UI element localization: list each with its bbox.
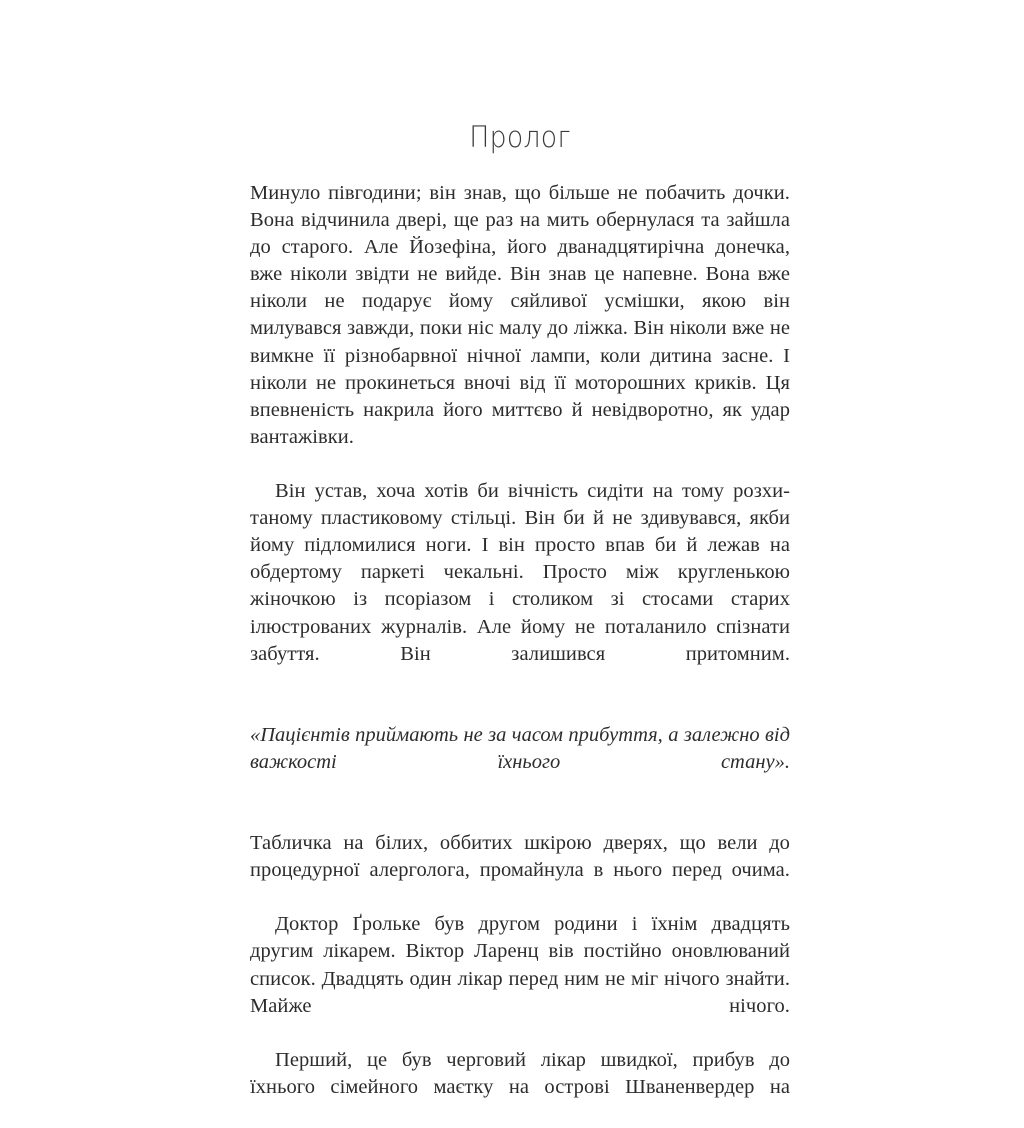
paragraph-3: Табличка на білих, оббитих шкірою дверях, що вели до процедурної алерголога, промайнула в нього перед очима.: [250, 832, 790, 882]
page-title: Пролог: [469, 120, 571, 154]
paragraph-1: Минуло півгодини; він знав, що більше не побачить дочки. Вона відчинила двері, ще раз на мить обернулася та зайшла до старого. Але Йозефіна, його дванадцятирічна донечка, вже ніколи звідти не вийде. Він знав це напевне. Вона вже ніколи не подарує йому сяйливої усмішки, якою він милувався завжди, поки ніс малу до ліжка. Він ніколи вже не вимкне її різнобарвної нічної лампи, коли дитина засне. І ніколи не прокинеться вночі від її моторошних криків. Ця впевненість накрила його миттєво й невідворотно, як удар вантажівки.: [250, 182, 790, 448]
paragraph-2: Він устав, хоча хотів би вічність сидіти на тому розхитаному пластиковому стільці. Він би й не здивувався, якби йому підломилися ноги. І він просто впав би й лежав на обдертому паркеті чекальні. Просто між кругленькою жіночкою із псоріазом і столиком зі стосами старих ілюстрованих журналів. Але йому не поталанило спізнати забуття. Він залишився притомним.: [250, 480, 790, 665]
body-text-block-after-quote: [250, 830, 790, 1128]
paragraph-4: Доктор Ґрольке був другом родини і їхнім двадцять другим лікарем. Віктор Ларенц вів постійно оновлюваний список. Двадцять один лікар перед ним не міг нічого знайти. Майже нічого.: [250, 913, 790, 1017]
pull-quote-block: [250, 722, 790, 803]
paragraph-5: Перший, це був черговий лікар швидкої, прибув до їхнього сімейного маєтку на острові Шваненвердер на: [250, 1048, 790, 1098]
body-text-block: [250, 180, 790, 1128]
text-column: [250, 0, 790, 1098]
pull-quote: «Пацієнтів приймають не за часом прибуття, а залежно від важкості їхнього стану».: [250, 723, 790, 773]
